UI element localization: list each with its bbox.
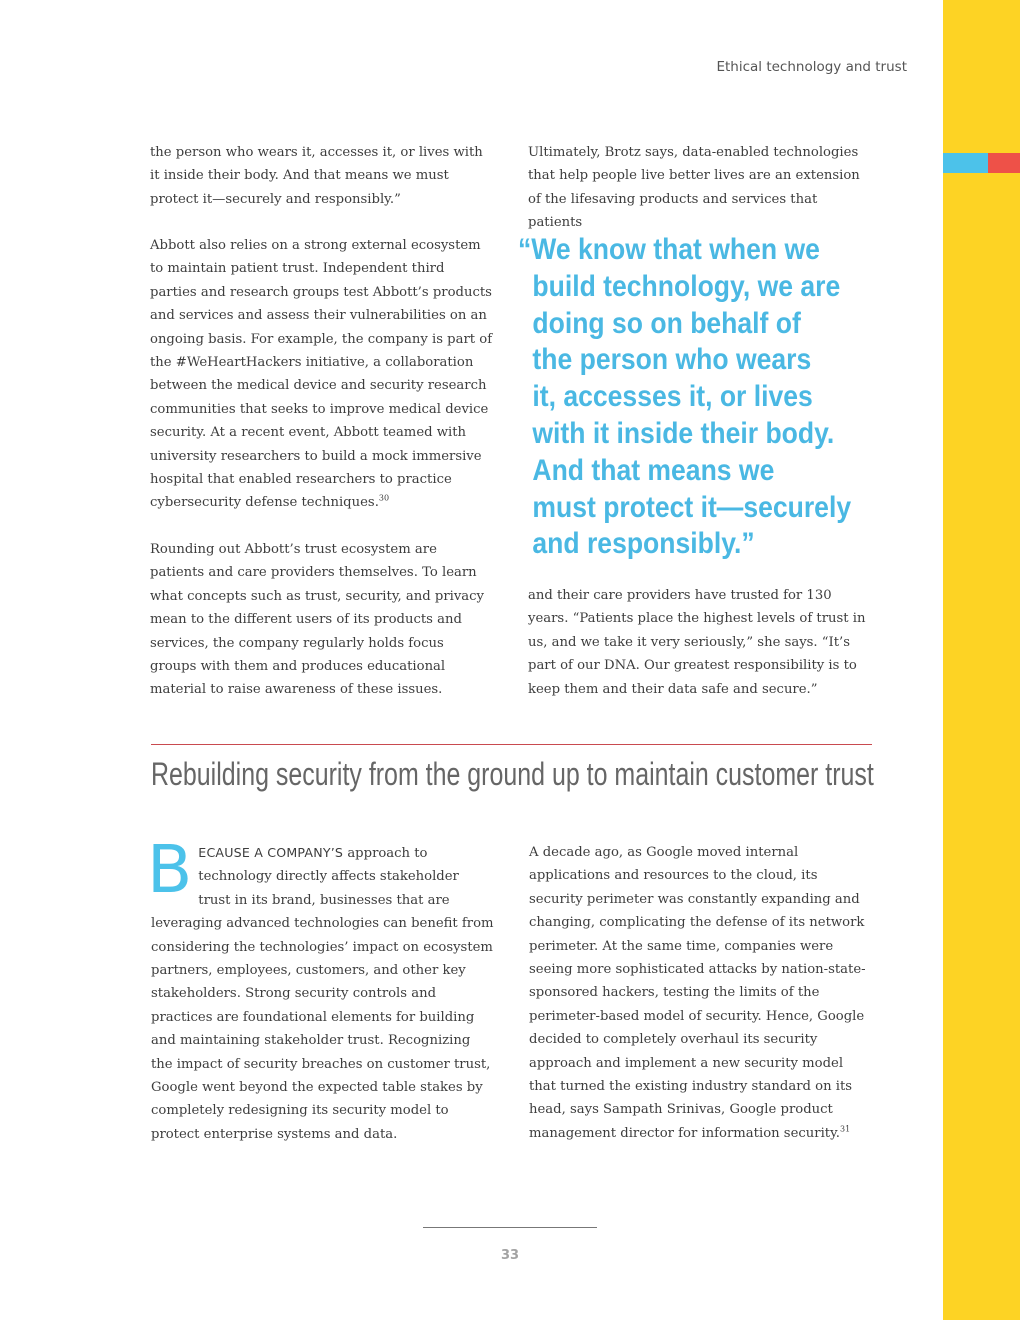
footnote-marker[interactable]: 30 bbox=[378, 494, 390, 504]
left-col-paragraph-2 bbox=[150, 234, 493, 515]
right-col-paragraph-1: Ultimately, Brotz says, data-enabled technologies that help people live better lives are an extension of the lifesaving products and services that patients bbox=[528, 145, 860, 231]
footnote-marker[interactable]: 31 bbox=[839, 1124, 851, 1134]
left-col-paragraph-3: Rounding out Abbott’s trust ecosystem are patients and care providers themselves. To learn what concepts such as trust, security, and privacy mean to the different users of its products and services, the company regularly holds focus groups with them and produces educational material to raise awareness of these issues. bbox=[150, 542, 485, 698]
left-col-paragraph-1: the person who wears it, accesses it, or lives with it inside their body. And that means we must protect it—securely and responsibly.” bbox=[150, 145, 483, 207]
blue-section-tab bbox=[943, 153, 988, 173]
page-number: 33 bbox=[500, 1248, 520, 1263]
footer-rule bbox=[423, 1227, 597, 1228]
pull-quote-line: the person who wears bbox=[532, 343, 812, 377]
section-title: Rebuilding security from the ground up to maintain customer trust bbox=[151, 756, 874, 792]
paragraph-text: approach to technology directly affects stakeholder trust in its brand, businesses that are leveraging advanced technologies can benefit from considering the technologies’ impact on ecosystem partners, employees, customers, and other key stakeholders. Strong security controls and practices are foundational elements for building and maintaining stakeholder trust. Recognizing the impact of security breaches on customer trust, Google went beyond the expected table stakes by completely redesigning its security model to protect enterprise systems and data. bbox=[151, 846, 494, 1142]
pull-quote-line: it, accesses it, or lives bbox=[532, 380, 813, 414]
pull-quote-line: And that means we bbox=[532, 453, 775, 487]
section-right-paragraph bbox=[529, 841, 874, 1145]
pull-quote-line: “We know that when we bbox=[518, 233, 820, 266]
right-col-paragraph-2: and their care providers have trusted for 130 years. “Patients place the highest levels of trust in us, and we take it very seriously,” she says. “It’s part of our DNA. Our greatest responsibility is to keep them and their data safe and secure.” bbox=[528, 588, 866, 697]
lead-in-caps: ECAUSE A COMPANY’S bbox=[198, 845, 344, 860]
red-section-tab bbox=[988, 153, 1020, 173]
section-divider bbox=[151, 744, 872, 745]
section-left-paragraph bbox=[147, 831, 494, 1146]
paragraph-text: Abbott also relies on a strong external ecosystem to maintain patient trust. Independent third parties and research groups test Abbott’s products and services and assess their vulnerabilities on an ongoing basis. For example, the company is part of the #WeHeartHackers initiative, a collaboration between the medical device and security research communities that seeks to improve medical device security. At a recent event, Abbott teamed with university researchers to build a mock immersive hospital that enabled researchers to practice cybersecurity defense techniques. bbox=[150, 238, 493, 511]
pull-quote bbox=[518, 232, 852, 563]
pull-quote-line: doing so on behalf of bbox=[532, 306, 801, 340]
pull-quote-line: build technology, we are bbox=[532, 269, 841, 303]
paragraph-text: A decade ago, as Google moved internal applications and resources to the cloud, its security perimeter was constantly expanding and changing, complicating the defense of its network perimeter. At the same time, companies were seeing more sophisticated attacks by nation-state-sponsored hackers, testing the limits of the perimeter-based model of security. Hence, Google decided to completely overhaul its security approach and implement a new security model that turned the existing industry standard on its head, says Sampath Srinivas, Google product management director for information security. bbox=[529, 845, 866, 1141]
pull-quote-line: with it inside their body. bbox=[532, 416, 835, 450]
running-head: Ethical technology and trust bbox=[716, 59, 907, 75]
pull-quote-line: and responsibly.” bbox=[532, 527, 755, 561]
yellow-side-band bbox=[943, 0, 1020, 1320]
pull-quote-line: must protect it—securely bbox=[532, 490, 852, 524]
drop-cap: B bbox=[147, 831, 193, 908]
